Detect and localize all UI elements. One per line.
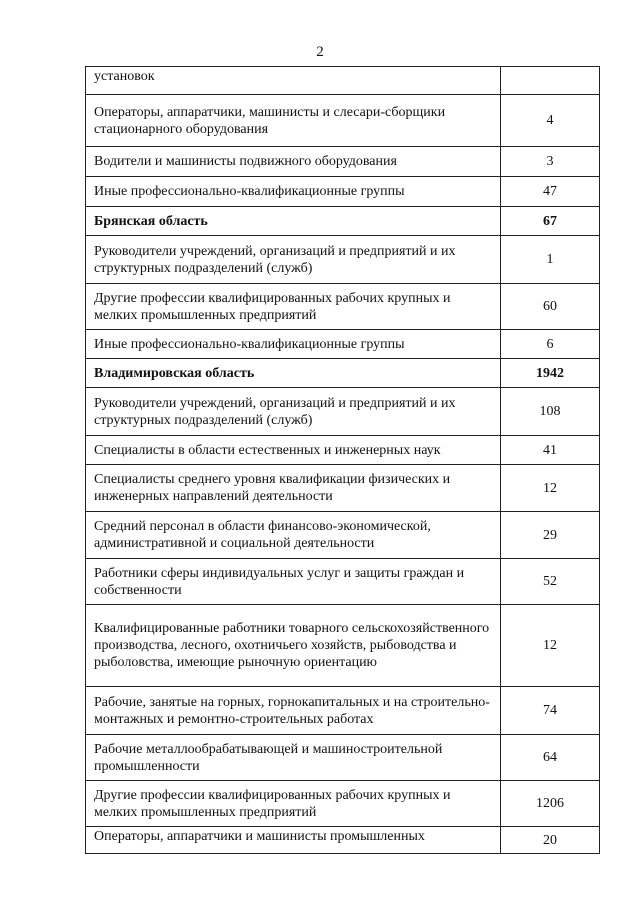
row-value: 12 bbox=[501, 605, 600, 687]
row-value: 74 bbox=[501, 687, 600, 735]
row-label: Руководители учреждений, организаций и предприятий и их структурных подразделений (служб) bbox=[86, 388, 501, 436]
row-value bbox=[501, 67, 600, 95]
table-row bbox=[86, 559, 600, 605]
row-label: Иные профессионально-квалификационные группы bbox=[86, 177, 501, 207]
row-value: 60 bbox=[501, 284, 600, 330]
table-row bbox=[86, 465, 600, 512]
table-row bbox=[86, 512, 600, 559]
table-row bbox=[86, 284, 600, 330]
quota-table bbox=[85, 66, 600, 854]
table-row bbox=[86, 687, 600, 735]
row-value: 108 bbox=[501, 388, 600, 436]
table-row bbox=[86, 388, 600, 436]
region-row bbox=[86, 359, 600, 388]
table-row bbox=[86, 436, 600, 465]
row-value: 4 bbox=[501, 95, 600, 147]
table-row bbox=[86, 781, 600, 827]
row-value: 6 bbox=[501, 330, 600, 359]
table-row bbox=[86, 147, 600, 177]
row-label: Специалисты среднего уровня квалификации физических и инженерных направлений деятельности bbox=[86, 465, 501, 512]
table-row bbox=[86, 67, 600, 95]
page-number: 2 bbox=[316, 44, 324, 60]
table-row bbox=[86, 605, 600, 687]
region-name: Владимировская область bbox=[86, 359, 501, 388]
row-label: Другие профессии квалифицированных рабочих крупных и мелких промышленных предприятий bbox=[86, 781, 501, 827]
row-label: Работники сферы индивидуальных услуг и защиты граждан и собственности bbox=[86, 559, 501, 605]
row-label: Водители и машинисты подвижного оборудования bbox=[86, 147, 501, 177]
table-row bbox=[86, 95, 600, 147]
row-value: 20 bbox=[501, 827, 600, 854]
region-total: 67 bbox=[501, 207, 600, 236]
table-row bbox=[86, 236, 600, 284]
row-value: 47 bbox=[501, 177, 600, 207]
row-label: Иные профессионально-квалификационные группы bbox=[86, 330, 501, 359]
row-label: Специалисты в области естественных и инженерных наук bbox=[86, 436, 501, 465]
row-label: Рабочие, занятые на горных, горнокапитальных и на строительно-монтажных и ремонтно-строительных работах bbox=[86, 687, 501, 735]
row-label: Операторы, аппаратчики и машинисты промышленных bbox=[86, 827, 501, 854]
row-value: 1 bbox=[501, 236, 600, 284]
table-row bbox=[86, 177, 600, 207]
row-label: Другие профессии квалифицированных рабочих крупных и мелких промышленных предприятий bbox=[86, 284, 501, 330]
table-row bbox=[86, 735, 600, 781]
table-row bbox=[86, 330, 600, 359]
row-label: Операторы, аппаратчики, машинисты и слесари-сборщики стационарного оборудования bbox=[86, 95, 501, 147]
row-value: 64 bbox=[501, 735, 600, 781]
row-label: Квалифицированные работники товарного сельскохозяйственного производства, лесного, охотничьего хозяйств, рыбоводства и рыболовства, имеющие рыночную ориентацию bbox=[86, 605, 501, 687]
row-label: Руководители учреждений, организаций и предприятий и их структурных подразделений (служб) bbox=[86, 236, 501, 284]
row-value: 3 bbox=[501, 147, 600, 177]
region-row bbox=[86, 207, 600, 236]
row-value: 1206 bbox=[501, 781, 600, 827]
table-row bbox=[86, 827, 600, 854]
row-value: 29 bbox=[501, 512, 600, 559]
region-total: 1942 bbox=[501, 359, 600, 388]
row-label: Средний персонал в области финансово-экономической, административной и социальной деятельности bbox=[86, 512, 501, 559]
row-value: 12 bbox=[501, 465, 600, 512]
row-label: установок bbox=[86, 67, 501, 95]
row-label: Рабочие металлообрабатывающей и машиностроительной промышленности bbox=[86, 735, 501, 781]
region-name: Брянская область bbox=[86, 207, 501, 236]
row-value: 52 bbox=[501, 559, 600, 605]
row-value: 41 bbox=[501, 436, 600, 465]
